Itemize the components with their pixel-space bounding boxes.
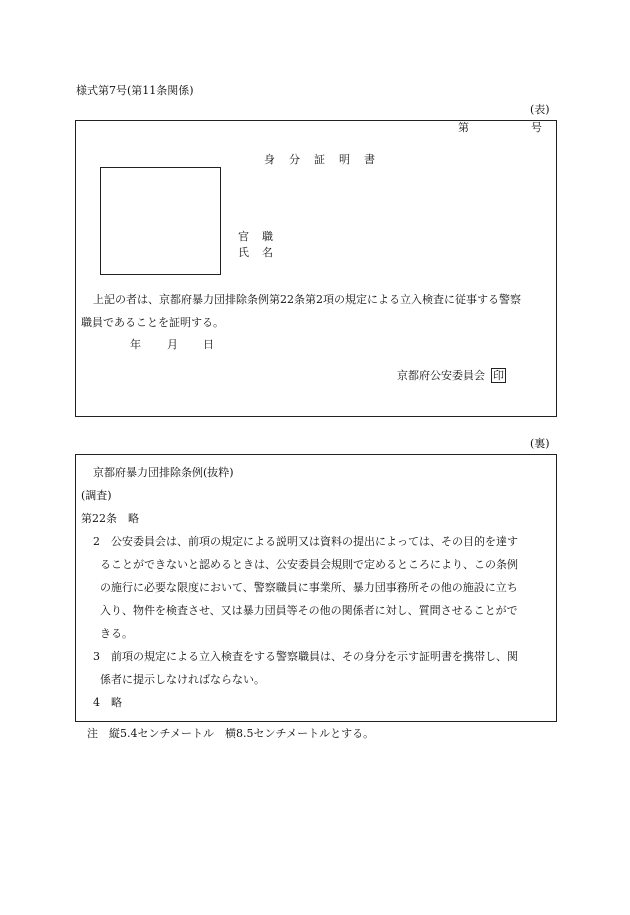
back-line-5: ることができないと認めるときは、公安委員会規則で定めるところにより、この条例 (100, 558, 518, 571)
back-side-label: (裏) (530, 437, 550, 450)
back-line-8: きる。 (100, 627, 133, 640)
back-line-4: 2 公安委員会は、前項の規定による説明又は資料の提出によっては、その目的を達す (93, 535, 518, 548)
back-line-10: 係者に提示しなければならない。 (100, 673, 265, 686)
date-month-label: 月 (167, 338, 178, 351)
back-line-9: 3 前項の規定による立入検査をする警察職員は、その身分を示す証明書を携帯し、関 (93, 650, 518, 663)
certification-line-2: 職員であることを証明する。 (81, 316, 224, 329)
field-position-char-1: 官 (238, 230, 249, 243)
number-label-go: 号 (531, 121, 542, 134)
front-side-label: (表) (530, 103, 550, 116)
card-title-char-1: 身 (264, 153, 275, 166)
field-position-char-2: 職 (262, 230, 273, 243)
back-line-7: 入り、物件を検査させ、又は暴力団員等その他の関係者に対し、質問させることがで (100, 604, 518, 617)
date-day-label: 日 (203, 338, 214, 351)
number-label-dai: 第 (458, 121, 469, 134)
card-title-char-2: 分 (289, 153, 300, 166)
back-line-3: 第22条 略 (81, 512, 139, 525)
field-name-char-1: 氏 (238, 246, 249, 259)
certification-line-1: 上記の者は、京都府暴力団排除条例第22条第2項の規定による立入検査に従事する警察 (93, 293, 521, 306)
date-year-label: 年 (130, 338, 141, 351)
back-card (75, 454, 557, 722)
back-line-11: 4 略 (93, 696, 122, 709)
back-line-6: の施行に必要な限度において、警察職員に事業所、暴力団事務所その他の施設に立ち (100, 581, 518, 594)
seal-mark: 印 (493, 369, 504, 382)
card-title-char-5: 書 (364, 153, 375, 166)
card-title-char-3: 証 (314, 153, 325, 166)
issuer-name: 京都府公安委員会 (397, 369, 485, 382)
form-label: 様式第7号(第11条関係) (76, 84, 194, 97)
back-line-2: (調査) (81, 489, 112, 502)
photo-frame (100, 167, 221, 275)
issuer-block (397, 368, 506, 383)
back-line-1: 京都府暴力団排除条例(抜粋) (93, 466, 234, 479)
field-name-char-2: 名 (262, 246, 273, 259)
card-title-char-4: 明 (339, 153, 350, 166)
front-card (75, 120, 557, 417)
size-note: 注 縦5.4センチメートル 横8.5センチメートルとする。 (87, 727, 375, 740)
